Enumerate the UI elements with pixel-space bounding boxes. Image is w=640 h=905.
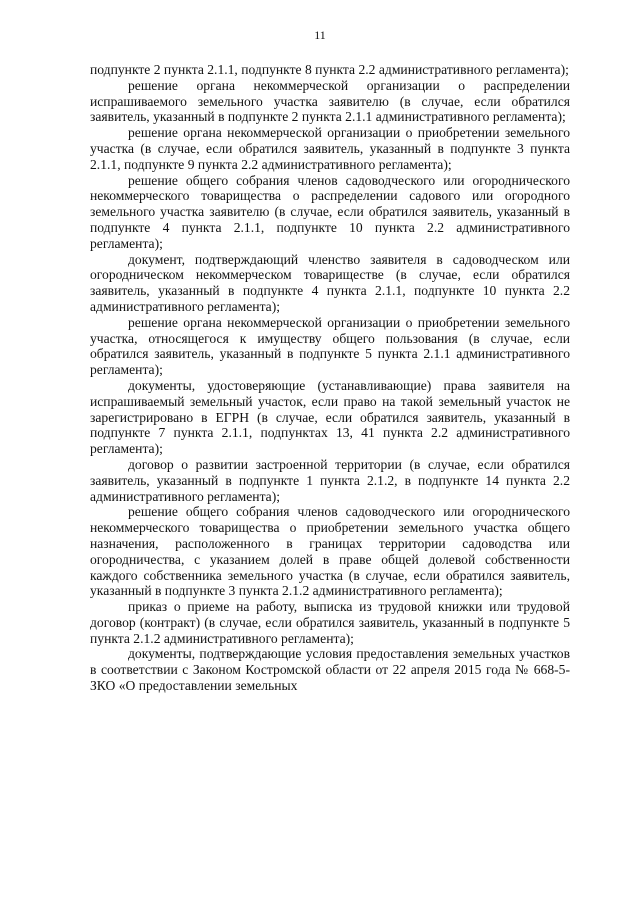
- paragraph-6: решение органа некоммерческой организации о приобретении земельного участка, относящегося к имуществу общего пользования (в случае, если обратился заявитель, указанный в подпункте 5 пункта 2.1.1 административного регламента);: [90, 314, 570, 378]
- paragraph-9: решение общего собрания членов садоводческого или огороднического некоммерческого товарищества о приобретении земельного участка общего назначения, расположенного в границах территории садоводства или огородничества, с указанием долей в праве общей долевой собственности каждого собственника земельного участка (в случае, если обратился заявитель, указанный в подпункте 3 пункта 2.1.2 административного регламента);: [90, 504, 570, 599]
- paragraph-3: решение органа некоммерческой организации о приобретении земельного участка (в случае, если обратился заявитель, указанный в подпункте 3 пункта 2.1.1, подпункте 9 пункта 2.2 административного регламента);: [90, 125, 570, 172]
- paragraph-10: приказ о приеме на работу, выписка из трудовой книжки или трудовой договор (контракт) (в случае, если обратился заявитель, указанный в подпункте 5 пункта 2.1.2 административного регламента);: [90, 599, 570, 646]
- paragraph-4: решение общего собрания членов садоводческого или огороднического некоммерческого товарищества о распределении садового или огородного земельного участка заявителю (в случае, если обратился заявитель, указанный в подпункте 4 пункта 2.1.1, подпункте 10 пункта 2.2 административного регламента);: [90, 172, 570, 251]
- page-number: 11: [314, 28, 326, 42]
- paragraph-7: документы, удостоверяющие (устанавливающие) права заявителя на испрашиваемый земельный участок, если право на такой земельный участок не зарегистрировано в ЕГРН (в случае, если обратился заявитель, указанный в подпункте 7 пункта 2.1.1, подпунктах 13, 41 пункта 2.2 административного регламента);: [90, 377, 570, 457]
- paragraph-11: документы, подтверждающие условия предоставления земельных участков в соответствии с Законом Костромской области от 22 апреля 2015 года № 668-5-ЗКО «О предоставлении земельных: [90, 646, 570, 694]
- paragraph-2: решение органа некоммерческой организации о распределении испрашиваемого земельного участка заявителю (в случае, если обратился заявитель, указанный в подпункте 2 пункта 2.1.1 административного регламента);: [90, 77, 570, 125]
- paragraph-8: договор о развитии застроенной территории (в случае, если обратился заявитель, указанный в подпункте 1 пункта 2.1.2, в подпункте 14 пункта 2.2 административного регламента);: [90, 456, 570, 504]
- paragraph-5: документ, подтверждающий членство заявителя в садоводческом или огородническом некоммерческом товариществе (в случае, если обратился заявитель, указанный в подпункте 4 пункта 2.1.1, подпункте 10 пункта 2.2 административного регламента);: [90, 251, 570, 314]
- paragraph-1: подпункте 2 пункта 2.1.1, подпункте 8 пункта 2.2 административного регламента);: [90, 62, 569, 77]
- document-body: [90, 62, 570, 694]
